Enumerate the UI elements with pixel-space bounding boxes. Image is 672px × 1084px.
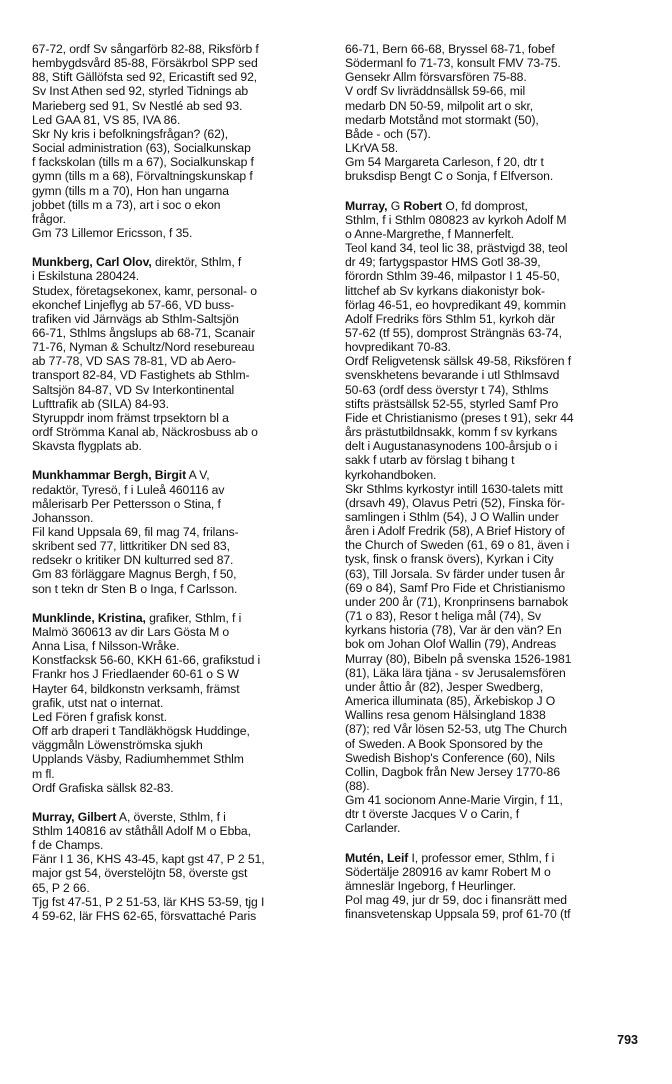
entry-text: Studex, företagsekonex, kamr, personal- o — [32, 283, 257, 298]
entry-text: ordf Strömma Kanal ab, Näckrosbuss ab o — [32, 425, 258, 440]
entry-headword: Mutén, Leif — [345, 850, 409, 865]
entry-line — [345, 42, 641, 56]
entry-line — [345, 255, 641, 269]
biography-entry — [32, 611, 328, 795]
entry-text: 50-63 (ordf dess överstyr t 74), Sthlms — [345, 382, 549, 397]
entry-text: Gm 73 Lillemor Ericsson, f 35. — [32, 226, 193, 241]
entry-text: delt i Augustanasynodens 100-årsjub o i — [345, 439, 558, 454]
entry-line — [345, 821, 641, 835]
entry-line — [345, 269, 641, 283]
entry-line — [32, 468, 328, 482]
entry-line — [32, 838, 328, 852]
entry-text: Teol kand 34, teol lic 38, prästvigd 38, teol — [345, 241, 568, 256]
entry-text: Collin, Dagbok från New Jersey 1770-86 — [345, 764, 561, 779]
entry-text: samlingen i Sthlm (54), J O Wallin under — [345, 510, 559, 524]
entry-text: 88, Stift Gällöfsta sed 92, Ericastift sed 92, — [32, 70, 258, 85]
entry-line — [345, 397, 641, 411]
entry-line — [32, 212, 328, 226]
entry-line — [345, 609, 641, 623]
entry-line — [345, 893, 641, 907]
biography-entry — [345, 199, 641, 836]
entry-text: Pol mag 49, jur dr 59, doc i finansrätt med — [345, 893, 567, 908]
entry-headword: Munklinde, Kristina, — [32, 610, 146, 625]
entry-line — [345, 340, 641, 354]
entry-line — [32, 184, 328, 198]
entry-line — [32, 56, 328, 70]
entry-line — [345, 765, 641, 779]
entry-line — [32, 696, 328, 710]
entry-line — [345, 411, 641, 425]
entry-line — [345, 552, 641, 566]
entry-text: Wallins resa genom Hälsingland 1838 — [345, 708, 546, 723]
entry-text: Tjg fst 47-51, P 2 51-53, lär KHS 53-59, tjg I — [32, 894, 265, 909]
entry-line — [32, 383, 328, 397]
entry-line — [345, 439, 641, 453]
entry-text: Gm 41 socionom Anne-Marie Virgin, f 11, — [345, 793, 563, 808]
entry-line — [32, 710, 328, 724]
entry-line — [345, 524, 641, 538]
entry-line — [345, 567, 641, 581]
entry-text: (drsavh 49), Olavus Petri (52), Finska för- — [345, 495, 565, 510]
entry-headword: Munkhammar Bergh, Birgit — [32, 468, 187, 483]
entry-text: Skr Sthlms kyrkostyr intill 1630-talets mitt — [345, 481, 563, 496]
entry-text: under åttio år (82), Jesper Swedberg, — [345, 679, 544, 694]
entry-text: jobbet (tills m a 73), art i soc o ekon — [32, 197, 221, 212]
entry-line — [32, 70, 328, 84]
entry-line — [345, 879, 641, 893]
entry-text: Malmö 360613 av dir Lars Gösta M o — [32, 624, 230, 639]
entry-line — [32, 567, 328, 581]
entry-line — [345, 737, 641, 751]
entry-text: Sthlm 140816 av ståthåll Adolf M o Ebba, — [32, 823, 251, 838]
entry-line — [32, 497, 328, 511]
entry-text: major gst 54, överstelöjtn 58, överste gst — [32, 866, 248, 881]
entry-line — [345, 694, 641, 708]
entry-line — [32, 881, 328, 895]
entry-text: Hayter 64, bildkonstn verksamh, främst — [32, 681, 240, 696]
entry-text: ekonchef Linjeflyg ab 57-66, VD buss- — [32, 297, 235, 312]
entry-text: Södertälje 280916 av kamr Robert M o — [345, 864, 551, 879]
entry-text: f de Champs. — [32, 838, 104, 853]
entry-line — [345, 666, 641, 680]
left-column — [32, 42, 328, 938]
entry-text: o Anne-Margrethe, f Mannerfelt. — [345, 226, 514, 241]
entry-headword: Murray, — [345, 198, 388, 213]
entry-text: grafik, utst nat o internat. — [32, 695, 164, 710]
entry-line — [345, 652, 641, 666]
entry-text: Gm 54 Margareta Carleson, f 20, dtr t — [345, 155, 544, 170]
entry-line — [32, 653, 328, 667]
entry-line — [345, 482, 641, 496]
entry-text: 66-71, Sthlms ångslups ab 68-71, Scanair — [32, 325, 255, 340]
entry-text: Johansson. — [32, 510, 94, 525]
entry-headword: Murray, Gilbert — [32, 809, 117, 824]
entry-line — [345, 851, 641, 865]
entry-text: f fackskolan (tills m a 67), Socialkunskap f — [32, 155, 254, 170]
entry-text: ab 77-78, VD SAS 78-81, VD ab Aero- — [32, 354, 236, 369]
entry-line — [345, 56, 641, 70]
entry-text: kyrkohandboken. — [345, 467, 437, 482]
entry-text: littchef ab Sv kyrkans diakonistyr bok- — [345, 283, 545, 298]
entry-line — [345, 298, 641, 312]
entry-text: Skr Ny kris i befolkningsfrågan? (62), — [32, 126, 229, 141]
entry-line — [345, 708, 641, 722]
entry-line — [32, 298, 328, 312]
entry-text: bok om Johan Olof Wallin (79), Andreas — [345, 637, 557, 652]
entry-text: Ordf Religvetensk sällsk 49-58, Riksfören f — [345, 354, 572, 369]
entry-headword: Robert — [403, 198, 443, 213]
entry-line — [32, 42, 328, 56]
entry-line — [345, 907, 641, 921]
entry-text: of Sweden. A Book Sponsored by the — [345, 736, 543, 751]
entry-text: Sv Inst Athen sed 92, styrled Tidnings ab — [32, 84, 249, 99]
entry-text: hembygdsvård 85-88, Försäkrbol SPP sed — [32, 56, 258, 71]
entry-text: I, professor emer, Sthlm, f i — [408, 850, 555, 865]
entry-line — [32, 226, 328, 240]
entry-line — [32, 269, 328, 283]
entry-text: väggmåln Löwenströmska sjukh — [32, 738, 203, 753]
entry-text: medarb Motstånd mot stormakt (50), — [345, 112, 539, 127]
entry-line — [32, 895, 328, 909]
entry-text: redsekr o kritiker DN kulturred sed 87. — [32, 553, 234, 568]
entry-line — [345, 113, 641, 127]
entry-text: ämneslär Ingeborg, f Heurlinger. — [345, 878, 516, 893]
entry-text: stifts prästsällsk 52-55, styrled Samf Pro — [345, 396, 559, 411]
entry-text: tysk, finsk o fransk övers), Kyrkan i City — [345, 552, 554, 567]
entry-text: Fil kand Uppsala 69, fil mag 74, frilans- — [32, 525, 239, 539]
entry-text: Led Fören f grafisk konst. — [32, 709, 167, 724]
entry-line — [32, 866, 328, 880]
entry-line — [345, 127, 641, 141]
entry-line — [32, 326, 328, 340]
entry-line — [345, 227, 641, 241]
entry-line — [345, 326, 641, 340]
entry-text: Social administration (63), Socialkunskap — [32, 141, 251, 156]
entry-line — [345, 70, 641, 84]
entry-text: skribent sed 77, littkritiker DN sed 83, — [32, 539, 230, 554]
entry-line — [345, 312, 641, 326]
entry-text: Off arb draperi t Tandläkhögsk Huddinge, — [32, 724, 250, 739]
entry-text: medarb DN 50-59, milpolit art o skr, — [345, 98, 534, 113]
entry-text: frågor. — [32, 211, 66, 226]
entry-text: O, fd domprost, — [442, 198, 528, 213]
entry-line — [345, 807, 641, 821]
entry-line — [32, 439, 328, 453]
entry-line — [345, 510, 641, 524]
entry-line — [32, 724, 328, 738]
entry-line — [345, 637, 641, 651]
entry-line — [345, 241, 641, 255]
entry-line — [32, 411, 328, 425]
biography-entry — [32, 810, 328, 923]
entry-text: 66-71, Bern 66-68, Bryssel 68-71, fobef — [345, 42, 555, 56]
entry-text: trafiken vid Järnvägs ab Sthlm-Saltsjön — [32, 311, 239, 326]
biography-entry — [32, 468, 328, 595]
entry-line — [32, 767, 328, 781]
entry-text: (69 o 84), Samf Pro Fide et Christianismo — [345, 580, 566, 595]
entry-line — [345, 453, 641, 467]
entry-text: Sthlm, f i Sthlm 080823 av kyrkoh Adolf M — [345, 212, 567, 227]
entry-text: LKrVA 58. — [345, 141, 399, 156]
entry-line — [32, 539, 328, 553]
entry-line — [32, 483, 328, 497]
entry-line — [345, 779, 641, 793]
entry-text: A, överste, Sthlm, f i — [116, 809, 226, 824]
entry-text: Fide et Christianismo (preses t 91), sekr 44 — [345, 410, 574, 425]
entry-text: (87); red Vår lösen 52-53, utg The Church — [345, 722, 567, 737]
entry-line — [32, 169, 328, 183]
entry-line — [32, 909, 328, 923]
entry-text: målerisarb Per Pettersson o Stina, f — [32, 496, 221, 511]
entry-text: m fl. — [32, 766, 55, 781]
entry-text: Styruppdr inom främst trpsektorn bl a — [32, 410, 229, 425]
entry-text: (81), Läka lära tjäna - sv Jerusalemsfören — [345, 665, 566, 680]
entry-line — [32, 752, 328, 766]
entry-text: 4 59-62, lär FHS 62-65, försvattaché Paris — [32, 908, 257, 923]
entry-text: 65, P 2 66. — [32, 880, 90, 895]
entry-text: Marieberg sed 91, Sv Nestlé ab sed 93. — [32, 98, 243, 113]
entry-text: förlag 46-51, eo hovpredikant 49, kommin — [345, 297, 566, 312]
entry-text: års prästutbildnsakk, komm f sv kyrkans — [345, 425, 558, 440]
biography-entry — [345, 42, 641, 184]
biography-entry — [32, 255, 328, 453]
entry-text: America illuminata (85), Ärkebiskop J O — [345, 694, 556, 709]
entry-line — [345, 284, 641, 298]
entry-text: sakk f utarb av förslag t bihang t — [345, 453, 515, 468]
entry-line — [345, 141, 641, 155]
entry-line — [345, 581, 641, 595]
entry-line — [32, 425, 328, 439]
entry-text: redaktör, Tyresö, f i Luleå 460116 av — [32, 482, 225, 497]
entry-headword: Munkberg, Carl Olov, — [32, 255, 152, 270]
entry-text: Swedish Bishop's Conference (60), Nils — [345, 750, 555, 765]
entry-line — [345, 751, 641, 765]
entry-text: Konstfacksk 56-60, KKH 61-66, grafikstud i — [32, 653, 261, 668]
entry-text: V ordf Sv livräddnsällsk 59-66, mil — [345, 84, 526, 99]
entry-line — [32, 198, 328, 212]
entry-text: dr 49; fartygspastor HMS Gotl 38-39, — [345, 255, 541, 270]
entry-line — [32, 625, 328, 639]
entry-text: Murray (80), Bibeln på svenska 1526-1981 — [345, 651, 572, 666]
entry-text: bruksdisp Bengt C o Sonja, f Elfverson. — [345, 169, 554, 184]
entry-line — [32, 368, 328, 382]
entry-line — [345, 84, 641, 98]
entry-text: Lufttrafik ab (SILA) 84-93. — [32, 396, 169, 411]
entry-text: Upplands Väsby, Radiumhemmet Sthlm — [32, 752, 244, 767]
entry-text: Fänr I 1 36, KHS 43-45, kapt gst 47, P 2 51, — [32, 852, 265, 867]
entry-text: (71 o 83), Resor t heliga mål (74), Sv — [345, 609, 542, 624]
entry-line — [32, 525, 328, 539]
entry-text: Anna Lisa, f Nilsson-Wråke. — [32, 639, 180, 654]
entry-text: Frankr hos J Friedlaender 60-61 o S W — [32, 667, 239, 682]
entry-line — [345, 496, 641, 510]
entry-line — [32, 781, 328, 795]
entry-line — [345, 538, 641, 552]
entry-text: 67-72, ordf Sv sångarförb 82-88, Riksförb f — [32, 42, 259, 56]
entry-text: finansvetenskap Uppsala 59, prof 61-70 (tf — [345, 907, 571, 922]
entry-line — [32, 582, 328, 596]
entry-line — [32, 511, 328, 525]
entry-line — [345, 368, 641, 382]
entry-text: Både - och (57). — [345, 126, 431, 141]
entry-line — [345, 155, 641, 169]
entry-line — [345, 680, 641, 694]
entry-line — [32, 611, 328, 625]
entry-text: Södermanl fo 71-73, konsult FMV 73-75. — [345, 56, 561, 71]
entry-line — [32, 639, 328, 653]
entry-line — [32, 284, 328, 298]
entry-text: transport 82-84, VD Fastighets ab Sthlm- — [32, 368, 250, 383]
entry-text: under 200 år (71), Kronprinsens barnabok — [345, 594, 568, 609]
entry-text: i Eskilstuna 280424. — [32, 269, 140, 284]
entry-line — [345, 99, 641, 113]
entry-text: Led GAA 81, VS 85, IVA 86. — [32, 112, 181, 127]
entry-line — [32, 682, 328, 696]
entry-line — [345, 213, 641, 227]
entry-line — [32, 312, 328, 326]
biography-entry — [32, 42, 328, 240]
entry-line — [32, 340, 328, 354]
entry-text: (63), Till Jorsala. Sv färder under tusen år — [345, 566, 565, 581]
entry-text: gymn (tills m a 68), Förvaltningskunskap f — [32, 169, 253, 184]
entry-text: (88). — [345, 778, 370, 793]
entry-line — [32, 127, 328, 141]
right-column — [345, 42, 641, 936]
entry-line — [32, 155, 328, 169]
page-number: 793 — [617, 1033, 638, 1047]
entry-text: A V, — [186, 468, 210, 483]
entry-line — [32, 667, 328, 681]
entry-text: Gm 83 förläggare Magnus Bergh, f 50, — [32, 567, 237, 582]
entry-text: Carlander. — [345, 821, 401, 836]
entry-line — [32, 852, 328, 866]
entry-line — [32, 255, 328, 269]
entry-line — [32, 810, 328, 824]
entry-line — [345, 199, 641, 213]
entry-text: svenskhetens bevarande i utl Sthlmsavd — [345, 368, 560, 383]
entry-line — [345, 383, 641, 397]
entry-line — [32, 738, 328, 752]
entry-line — [345, 354, 641, 368]
entry-line — [345, 169, 641, 183]
entry-text: förordn Sthlm 39-46, milpastor I 1 45-50, — [345, 269, 560, 284]
entry-text: the Church of Sweden (61, 69 o 81, även i — [345, 538, 570, 553]
entry-text: gymn (tills m a 70), Hon han ungarna — [32, 183, 229, 198]
entry-text: direktör, Sthlm, f — [151, 255, 242, 270]
entry-line — [32, 99, 328, 113]
entry-text: Ordf Grafiska sällsk 82-83. — [32, 780, 174, 795]
entry-line — [32, 113, 328, 127]
entry-line — [32, 84, 328, 98]
entry-line — [345, 793, 641, 807]
entry-text: 71-76, Nyman & Schultz/Nord resebureau — [32, 340, 255, 355]
entry-line — [32, 397, 328, 411]
entry-text: hovpredikant 70-83. — [345, 340, 451, 355]
entry-line — [345, 425, 641, 439]
entry-line — [32, 354, 328, 368]
entry-text: Saltsjön 84-87, VD Sv Interkontinental — [32, 382, 235, 397]
entry-line — [32, 824, 328, 838]
entry-text: G — [387, 198, 404, 213]
entry-text: kyrkans historia (78), Var är den vän? En — [345, 623, 562, 638]
entry-text: 57-62 (tf 55), domprost Strängnäs 63-74, — [345, 325, 562, 340]
entry-text: son t tekn dr Sten B o Inga, f Carlsson. — [32, 581, 238, 596]
entry-line — [345, 865, 641, 879]
biography-entry — [345, 851, 641, 922]
entry-line — [345, 623, 641, 637]
entry-text: grafiker, Sthlm, f i — [145, 610, 242, 625]
entry-line — [345, 722, 641, 736]
entry-line — [32, 553, 328, 567]
entry-line — [32, 141, 328, 155]
entry-text: åren i Adolf Fredrik (58), A Brief History of — [345, 524, 565, 539]
entry-line — [345, 595, 641, 609]
entry-text: dtr t överste Jacques V o Carin, f — [345, 807, 520, 822]
entry-text: Skavsta flygplats ab. — [32, 439, 142, 454]
entry-text: Adolf Fredriks förs Sthlm 51, kyrkoh där — [345, 311, 556, 326]
entry-line — [345, 468, 641, 482]
entry-text: Gensekr Allm försvarsfören 75-88. — [345, 70, 527, 85]
